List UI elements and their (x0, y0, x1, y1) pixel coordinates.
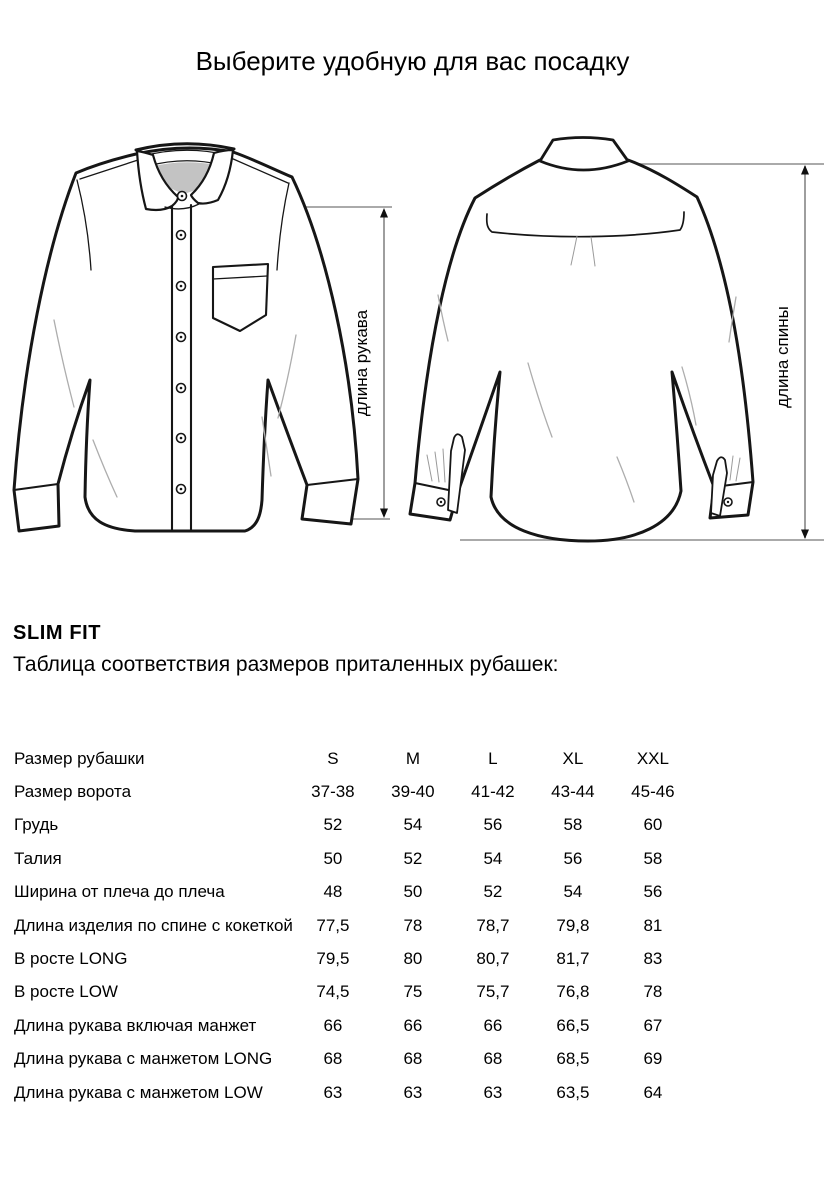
size-value: 79,8 (556, 915, 590, 935)
size-value: 56 (563, 848, 583, 868)
size-value: 78 (643, 982, 663, 1002)
size-value: 52 (323, 815, 343, 835)
size-value: 43-44 (551, 782, 595, 802)
size-value: 63 (403, 1082, 423, 1102)
table-row (14, 1009, 693, 1042)
fit-heading: SLIM FIT (13, 622, 102, 644)
row-label: Размер ворота (14, 782, 132, 802)
table-row (14, 809, 693, 842)
size-table-body (14, 742, 693, 1109)
size-value: 76,8 (556, 982, 590, 1002)
size-value: 54 (563, 882, 583, 902)
back-length-dimension-arrow (773, 165, 809, 539)
table-row (14, 876, 693, 909)
table-row (14, 842, 693, 875)
size-value: 80 (403, 949, 423, 969)
size-value: L (488, 748, 498, 768)
size-value: 68,5 (556, 1049, 590, 1069)
table-row (14, 1076, 693, 1109)
size-value: 74,5 (316, 982, 350, 1002)
size-value: 58 (643, 848, 663, 868)
sleeve-length-label: длина рукава (352, 309, 371, 417)
size-table (14, 742, 693, 1109)
size-value: 48 (323, 882, 343, 902)
size-value: 63 (323, 1082, 343, 1102)
row-label: Длина рукава включая манжет (14, 1015, 257, 1035)
table-row (14, 742, 693, 775)
table-caption: Таблица соответствия размеров приталенных рубашек: (13, 653, 559, 676)
size-value: 58 (563, 815, 583, 835)
size-value: 50 (323, 848, 343, 868)
row-label: В росте LONG (14, 949, 128, 969)
size-value: 80,7 (476, 949, 510, 969)
row-label: Ширина от плеча до плеча (14, 882, 225, 902)
size-value: 37-38 (311, 782, 355, 802)
size-value: 66 (403, 1015, 423, 1035)
back-length-label: длина спины (773, 306, 792, 408)
size-value: 81,7 (556, 949, 590, 969)
size-value: 78 (403, 915, 423, 935)
size-value: 54 (403, 815, 423, 835)
row-label: Талия (14, 848, 62, 868)
size-value: 66 (483, 1015, 503, 1035)
row-label: Длина рукава с манжетом LOW (14, 1082, 263, 1102)
table-row (14, 976, 693, 1009)
size-value: 68 (323, 1049, 343, 1069)
size-value: 66 (323, 1015, 343, 1035)
size-value: 83 (643, 949, 663, 969)
size-value: 60 (643, 815, 663, 835)
size-value: 64 (643, 1082, 663, 1102)
shirt-front-diagram (0, 135, 400, 555)
page-title: Выберите удобную для вас посадку (195, 46, 630, 76)
size-value: 81 (643, 915, 663, 935)
size-value: S (327, 748, 339, 768)
row-label: Длина изделия по спине с кокеткой (14, 915, 293, 935)
size-value: 39-40 (391, 782, 435, 802)
size-value: 75 (403, 982, 423, 1002)
size-value: 52 (483, 882, 503, 902)
row-label: Грудь (14, 815, 59, 835)
size-value: 68 (483, 1049, 503, 1069)
shirt-back-diagram (400, 135, 825, 560)
size-value: XL (562, 748, 584, 768)
size-value: 45-46 (631, 782, 675, 802)
size-value: 56 (483, 815, 503, 835)
size-value: 78,7 (476, 915, 510, 935)
table-row (14, 1043, 693, 1076)
size-value: XXL (636, 748, 669, 768)
size-value: 66,5 (556, 1015, 590, 1035)
size-value: 56 (643, 882, 663, 902)
size-value: 75,7 (476, 982, 510, 1002)
size-value: 69 (643, 1049, 663, 1069)
table-row (14, 909, 693, 942)
size-value: M (405, 748, 420, 768)
size-value: 79,5 (316, 949, 350, 969)
shirt-front-body (14, 148, 358, 531)
size-value: 67 (643, 1015, 663, 1035)
row-label: Размер рубашки (14, 748, 145, 768)
size-value: 63 (483, 1082, 503, 1102)
size-value: 77,5 (316, 915, 350, 935)
table-row (14, 942, 693, 975)
table-row (14, 775, 693, 808)
size-value: 63,5 (556, 1082, 590, 1102)
size-value: 50 (403, 882, 423, 902)
back-collar (540, 138, 628, 171)
size-value: 68 (403, 1049, 423, 1069)
row-label: В росте LOW (14, 982, 118, 1002)
size-value: 54 (483, 848, 503, 868)
size-value: 52 (403, 848, 423, 868)
row-label: Длина рукава с манжетом LONG (14, 1049, 273, 1069)
size-value: 41-42 (471, 782, 515, 802)
